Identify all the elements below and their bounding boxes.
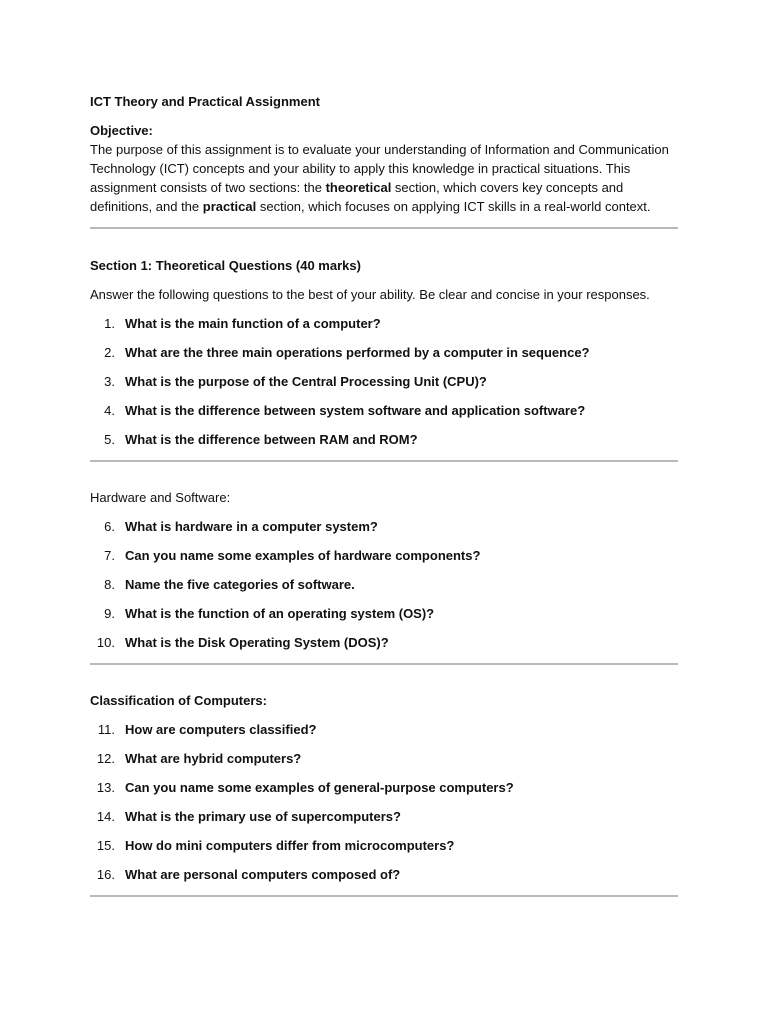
question-text: What is the difference between system software and application software?: [125, 403, 586, 418]
question-text: What is the difference between RAM and ROM?: [125, 432, 418, 447]
question-item: [90, 605, 678, 623]
question-text: What are the three main operations performed by a computer in sequence?: [125, 345, 590, 360]
question-text: How are computers classified?: [125, 722, 317, 737]
document-page: [90, 93, 678, 897]
question-text: Can you name some examples of general-purpose computers?: [125, 780, 514, 795]
objective-paragraph: [90, 140, 678, 216]
divider: [90, 895, 678, 897]
question-number: 6.: [104, 519, 115, 534]
question-item: [90, 373, 678, 391]
question-text: Can you name some examples of hardware components?: [125, 548, 481, 563]
question-item: [90, 779, 678, 797]
question-number: 1.: [104, 316, 115, 331]
question-item: [90, 518, 678, 536]
section-1-question-list: [90, 315, 678, 449]
question-number: 10.: [96, 635, 115, 650]
objective-text-part-3: section, which focuses on applying ICT skills in a real-world context.: [256, 199, 651, 214]
objective-bold-practical: practical: [202, 199, 257, 214]
objective-bold-theoretical: theoretical: [325, 180, 392, 195]
question-text: How do mini computers differ from microcomputers?: [125, 838, 455, 853]
question-number: 8.: [104, 577, 115, 592]
question-number: 4.: [104, 403, 115, 418]
question-text: What are personal computers composed of?: [125, 867, 401, 882]
divider: [90, 460, 678, 462]
objective-text-part-2: section, which covers key concepts and definitions, and the: [90, 180, 624, 214]
question-item: [90, 315, 678, 333]
question-number: 5.: [104, 432, 115, 447]
question-item: [90, 344, 678, 362]
question-number: 3.: [104, 374, 115, 389]
question-item: [90, 866, 678, 884]
question-item: [90, 634, 678, 652]
question-number: 12.: [96, 751, 115, 766]
question-text: What is hardware in a computer system?: [125, 519, 378, 534]
question-item: [90, 547, 678, 565]
question-item: [90, 750, 678, 768]
objective-heading: Objective:: [90, 123, 153, 138]
question-text: What are hybrid computers?: [125, 751, 302, 766]
hardware-software-heading: Hardware and Software:: [90, 490, 231, 505]
question-text: What is the primary use of supercomputers?: [125, 809, 401, 824]
classification-heading: Classification of Computers:: [90, 693, 267, 708]
question-text: What is the purpose of the Central Processing Unit (CPU)?: [125, 374, 487, 389]
question-item: [90, 837, 678, 855]
question-item: [90, 576, 678, 594]
question-number: 14.: [96, 809, 115, 824]
section-1-instructions: Answer the following questions to the best of your ability. Be clear and concise in your responses.: [90, 287, 650, 302]
question-text: Name the five categories of software.: [125, 577, 355, 592]
question-number: 9.: [104, 606, 115, 621]
question-number: 2.: [104, 345, 115, 360]
question-number: 7.: [104, 548, 115, 563]
question-number: 13.: [96, 780, 115, 795]
section-1-heading: Section 1: Theoretical Questions (40 marks): [90, 258, 361, 273]
divider: [90, 663, 678, 665]
classification-question-list: [90, 721, 678, 884]
question-text: What is the function of an operating system (OS)?: [125, 606, 435, 621]
question-item: [90, 808, 678, 826]
question-text: What is the main function of a computer?: [125, 316, 381, 331]
question-text: What is the Disk Operating System (DOS)?: [125, 635, 389, 650]
question-number: 15.: [96, 838, 115, 853]
hardware-question-list: [90, 518, 678, 652]
question-item: [90, 402, 678, 420]
question-number: 16.: [96, 867, 115, 882]
question-item: [90, 721, 678, 739]
question-number: 11.: [97, 722, 115, 737]
objective-text-part-1: The purpose of this assignment is to evaluate your understanding of Information and Communication Technology (ICT) concepts and your ability to apply this knowledge in practical situations. This assignment consists of two sections: the: [90, 142, 669, 195]
question-item: [90, 431, 678, 449]
document-title: ICT Theory and Practical Assignment: [90, 94, 320, 109]
